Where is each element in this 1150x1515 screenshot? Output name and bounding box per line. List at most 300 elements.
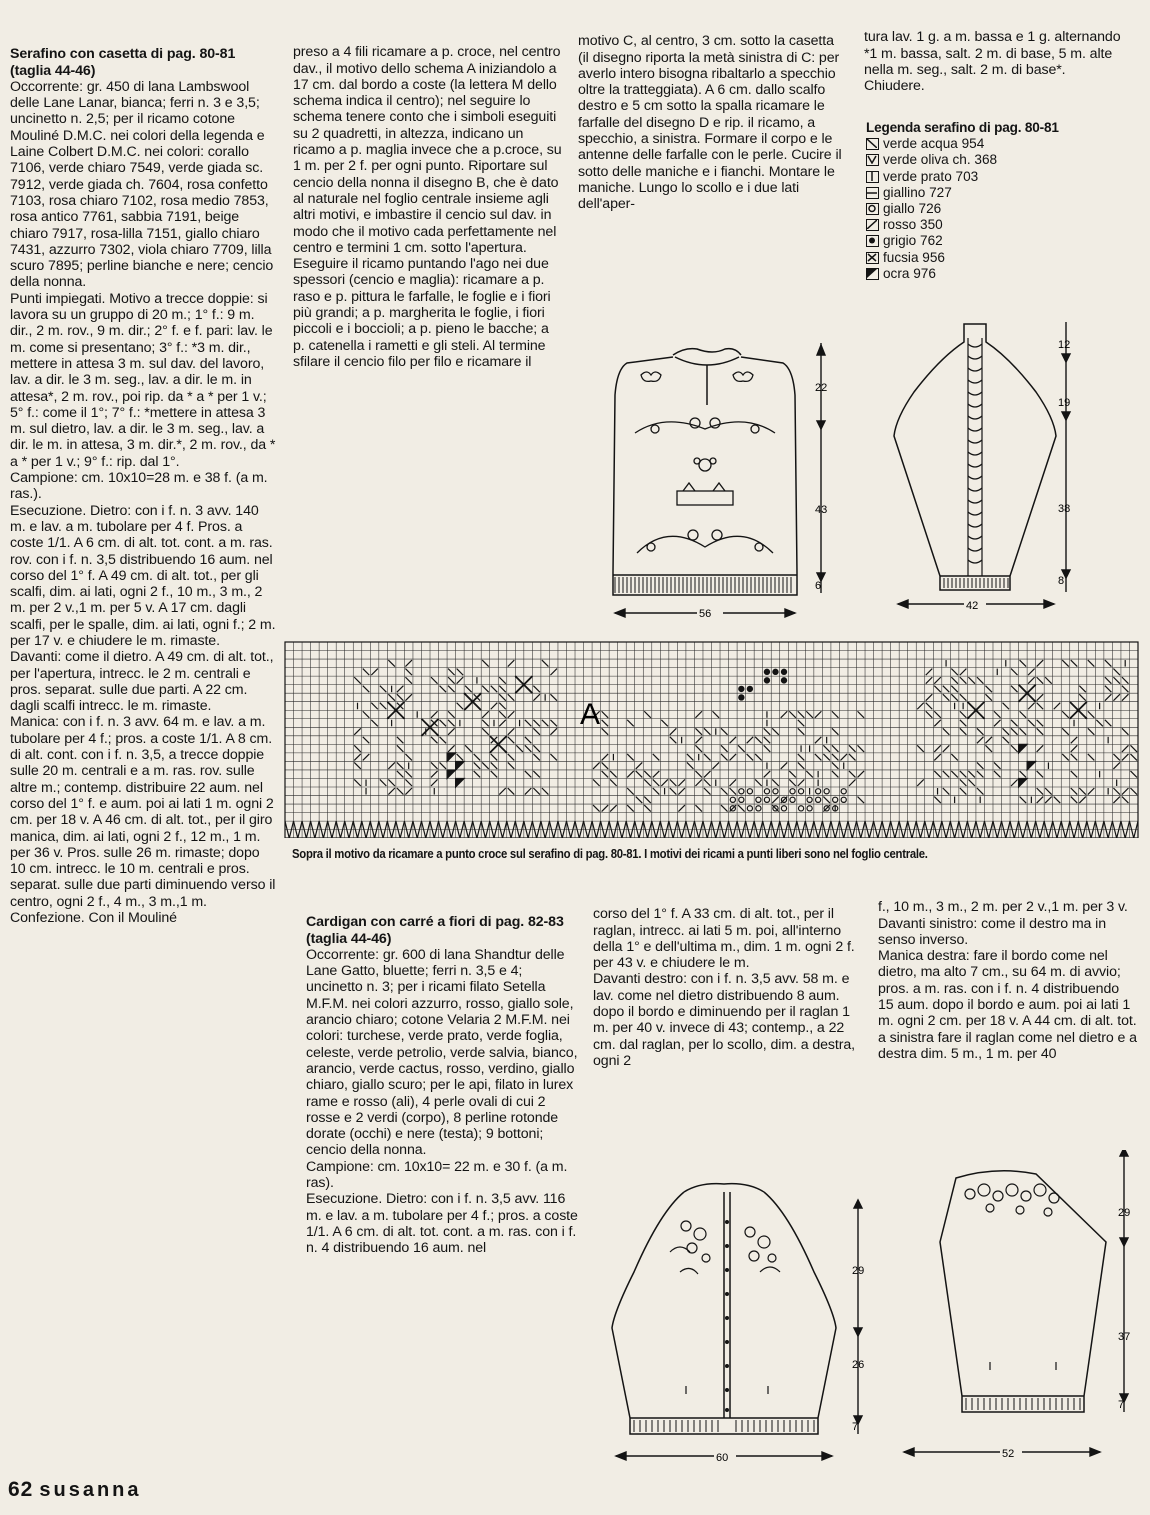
chart-stitch: [388, 788, 395, 795]
chart-stitch: [1122, 788, 1129, 795]
chart-stitch: [687, 762, 694, 769]
chart-stitch: [354, 728, 361, 735]
chart-stitch: [405, 788, 412, 795]
cardigan-dim-3: 7: [852, 1421, 859, 1433]
chart-stitch: [713, 711, 720, 718]
chart-stitch: [849, 745, 856, 752]
chart-stitch: [491, 703, 498, 710]
chart-stitch: [644, 797, 651, 804]
chart-stitch: [815, 737, 822, 744]
chart-stitch: [653, 779, 660, 786]
chart-stitch: [1079, 788, 1086, 795]
chart-circle: [756, 797, 761, 802]
chart-circle: [739, 789, 744, 794]
x-symbol-icon: [866, 252, 879, 264]
chart-circle: [739, 797, 744, 802]
chart-stitch: [1003, 728, 1010, 735]
chart-stitch: [849, 779, 856, 786]
chart-stitch: [397, 737, 404, 744]
chart-stitch: [602, 728, 609, 735]
chart-stitch: [482, 711, 489, 718]
chart-stitch: [388, 694, 395, 701]
chart-stitch: [934, 797, 941, 804]
chart-stitch: [934, 677, 941, 684]
chart-stitch: [1028, 720, 1035, 727]
chart-stitch: [363, 754, 370, 761]
chart-stitch: [968, 677, 975, 684]
chart-stitch: [764, 737, 771, 744]
chart-stitch: [678, 805, 685, 812]
chart-stitch: [943, 728, 950, 735]
chart-stitch: [832, 771, 839, 778]
column-6: [593, 890, 863, 1150]
chart-stitch: [354, 779, 361, 786]
chart-circle: [756, 806, 761, 811]
chart-fill: [447, 753, 456, 762]
chart-stitch: [943, 745, 950, 752]
chart-stitch: [951, 771, 958, 778]
chart-stitch: [644, 779, 651, 786]
chart-caption: Sopra il motivo da ricamare a punto croce sul serafino di pag. 80-81. I motivi dei ricami a punti liberi sono nel foglio centrale.: [292, 847, 928, 861]
chart-stitch: [721, 754, 728, 761]
chart-stitch: [627, 788, 634, 795]
chart-stitch: [371, 720, 378, 727]
chart-circle: [747, 806, 752, 811]
chart-stitch: [1088, 754, 1095, 761]
chart-stitch: [508, 694, 515, 701]
chart-stitch: [457, 677, 464, 684]
vest-schematic: [585, 335, 855, 625]
chart-stitch: [943, 788, 950, 795]
chart-stitch: [1079, 797, 1086, 804]
chart-stitch: [926, 677, 933, 684]
cross-stitch-chart: [284, 628, 1140, 838]
chart-stitch: [695, 711, 702, 718]
chart-stitch: [840, 754, 847, 761]
chart-stitch: [1011, 745, 1018, 752]
legend: [866, 120, 1106, 282]
chart-stitch: [858, 771, 865, 778]
serafino-instructions: Occorrente: gr. 450 di lana Lambswool delle Lane Lanar, bianca; ferri n. 3 e 3,5; uncinetto n. 2,5; per il ricamo cotone Mouliné D.M.C. nei colori della legenda e Laine Colbert D.M.C. nei colori: corallo 7106, verde chiaro 7549, verde giada sc. 7912, verde giada ch. 7604, rosa confetto 7103, rosa chiaro 7102, rosa medio 7853, rosa antico 7761, sabbia 7191, beige chiaro 7917, rosa-lilla 7151, giallo chiaro 7431, azzurro 7302, viola chiaro 7709, lilla scuro 7895; perline bianche e nere; cencio della nonna. Punti impiegati. Motivo a trecce doppie: si lavora su un gruppo di 20 m.; 1° f.: 9 m. dir., 2 m. rov., 9 m. dir.; 2° f. e f. pari: lav. le m. come si presentano; 3° f.: *3 m. dir., mettere in attesa 3 m. sul dav. del lavoro, lav. a dir. le 3 m. seg., lav. a dir. le m. in attesa*, 2 m. rov., poi rip. da * a * per 1 v.; 5° f.: come il 1°; 7° f.: *mettere in attesa 3 m. sul dietro, lav. a dir. le 3 m. seg., lav. a dir. le m. in attesa, 3 m. dir.*, 2 m. rov., da * a * per 1 v.; 9° f.: rip. dal 1°. Campione: cm. 10x10=28 m. e 38 f. (a m. ras.). Esecuzione. Dietro: con i f. n. 3 avv. 140 m. e lav. a m. tubolare per 4 f. Pros. a coste 1/1. A 6 cm. di alt. tot. cont. a m. ras. rov. con i f. n. 3,5 distribuendo 16 aum. nel corso del 1° f. A 49 cm. di alt. tot., per gli scalfi, dim. ai lati, ogni 2 f., 10 m., 3 m., 2 m. per 2 v.,1 m. per 5 v. A 17 cm. dagli scalfi, per le spalle, dim. ai lati, ogni f.; 2 m. per 17 v. e chiudere le m. rimaste. Davanti: come il dietro. A 49 cm. di alt. tot., per l'apertura, intrecc. le 2 m. centrali e pros. separat. sulle due parti. A 22 cm. dagli scalfi intrecc. le m. rimaste. Manica: con i f. n. 3 avv. 64 m. e lav. a m. tubolare per 4 f.; pros. a coste 1/1. A 8 cm. di alt. cont. con i f. n. 3,5, a trecce doppie sulle 20 m. centrali e a m. ras. rov. sulle altre m.; contemp. distribuire 22 aum. nel corso del 1° f. e aum. poi ai lati 1 m. ogni 2 cm. per 18 v. A 46 cm. di alt. tot., per il giro manica, dim. ai lati, ogni 2 f., 12 m., 1 m. per 36 v. Pros. sulle 26 m. rimaste; dopo 10 cm. intrecc. le 10 m. centrali e pros. separat. sulle due parti diminuendo verso il centro, ogni 2 f., 4 m., 3 m.,1 m. Confezione. Con il Mouliné: [10, 78, 276, 927]
chart-stitch: [764, 771, 771, 778]
chart-stitch: [636, 762, 643, 769]
chart-stitch: [431, 677, 438, 684]
chart-stitch: [661, 779, 668, 786]
chart-stitch: [806, 711, 813, 718]
chart-stitch: [1037, 745, 1044, 752]
chart-stitch: [1088, 660, 1095, 667]
chart-stitch: [508, 762, 515, 769]
chart-stitch: [1130, 754, 1137, 761]
chart-stitch: [960, 669, 967, 676]
chart-stitch: [550, 669, 557, 676]
chart-stitch: [730, 754, 737, 761]
chart-stitch: [832, 754, 839, 761]
chart-stitch: [474, 771, 481, 778]
chart-stitch: [960, 677, 967, 684]
chart-stitch: [1113, 669, 1120, 676]
chart-stitch: [482, 686, 489, 693]
chart-stitch: [977, 728, 984, 735]
chart-circle: [764, 789, 769, 794]
chart-stitch: [1062, 754, 1069, 761]
chart-circle: [798, 806, 803, 811]
chart-stitch: [985, 745, 992, 752]
chart-stitch: [1011, 686, 1018, 693]
chart-stitch: [508, 788, 515, 795]
chart-stitch: [397, 762, 404, 769]
chart-stitch: [1037, 660, 1044, 667]
chart-stitch: [1054, 797, 1061, 804]
chart-stitch: [815, 711, 822, 718]
sleeve-schematic-2: [900, 1150, 1140, 1480]
column-2: [293, 28, 563, 640]
chart-stitch: [380, 779, 387, 786]
chart-stitch: [943, 686, 950, 693]
chart-stitch: [960, 694, 967, 701]
chart-stitch: [1028, 677, 1035, 684]
chart-stitch: [951, 677, 958, 684]
column-3: [578, 17, 843, 337]
cardigan-title: Cardigan con carré a fiori di pag. 82-83 (taglia 44-46): [306, 914, 564, 947]
chart-stitch: [1122, 677, 1129, 684]
chart-circle: [841, 789, 846, 794]
chart-stitch: [695, 805, 702, 812]
chart-circle: [807, 797, 812, 802]
chart-stitch: [772, 797, 779, 804]
chart-stitch: [687, 754, 694, 761]
horizontal-line-symbol-icon: [866, 187, 879, 199]
chart-stitch: [653, 771, 660, 778]
chart-stitch: [764, 745, 771, 752]
chart-stitch: [1079, 694, 1086, 701]
dot-symbol-icon: [866, 235, 879, 247]
chart-stitch: [772, 728, 779, 735]
chart-stitch: [610, 771, 617, 778]
chart-stitch: [721, 788, 728, 795]
chart-stitch: [627, 720, 634, 727]
assembly-instructions: motivo C, al centro, 3 cm. sotto la casetta (il disegno riporta la metà sinistra di C: per averlo intero bisogna ribaltarlo a specchio oltre la tratteggiata). A 6 cm. dallo scalfo destro e 5 cm sotto la spalla ricamare le farfalle del disegno D e rip. il ricamo, a specchio, a sinistra. Formare il corpo e le antenne delle farfalle con le perle. Cucire il sotto delle maniche e i fianchi. Montare le maniche. Lungo lo scollo e i due lati dell'aper-: [578, 33, 842, 213]
chart-stitch: [525, 737, 532, 744]
cardigan-dim-width: 60: [716, 1452, 729, 1464]
cardigan-dim-1: 29: [852, 1265, 865, 1277]
chart-stitch: [1062, 728, 1069, 735]
chart-stitch: [977, 771, 984, 778]
chart-stitch: [1071, 660, 1078, 667]
sleeve1-dim-3: 38: [1058, 503, 1071, 515]
chart-stitch: [1105, 677, 1112, 684]
legend-item: grigio 762: [866, 233, 1106, 249]
chart-stitch: [448, 720, 455, 727]
chart-stitch: [1037, 703, 1044, 710]
sleeve-schematic-1: [880, 318, 1140, 618]
chart-stitch: [798, 711, 805, 718]
chart-stitch: [1113, 694, 1120, 701]
chart-stitch: [943, 694, 950, 701]
chart-stitch: [1113, 762, 1120, 769]
chart-stitch: [1037, 788, 1044, 795]
chart-stitch: [1011, 669, 1018, 676]
legend-item: verde oliva ch. 368: [866, 152, 1106, 168]
vertical-line-symbol-icon: [866, 171, 879, 183]
legend-item: verde prato 703: [866, 169, 1106, 185]
chart-stitch: [926, 711, 933, 718]
column-4: [864, 13, 1124, 113]
chart-stitch: [354, 754, 361, 761]
chart-stitch: [934, 686, 941, 693]
chart-stitch: [721, 745, 728, 752]
chart-stitch: [602, 771, 609, 778]
chart-stitch: [499, 686, 506, 693]
chart-stitch: [704, 771, 711, 778]
chart-stitch: [713, 762, 720, 769]
chart-stitch: [363, 669, 370, 676]
chart-stitch: [960, 771, 967, 778]
chart-stitch: [917, 745, 924, 752]
chart-stitch: [354, 745, 361, 752]
chart-stitch: [755, 754, 762, 761]
chart-circle: [824, 789, 829, 794]
chart-stitch: [499, 788, 506, 795]
chart-stitch: [593, 779, 600, 786]
chart-stitch: [1028, 669, 1035, 676]
legend-title: Legenda serafino di pag. 80-81: [866, 120, 1059, 135]
chart-stitch: [440, 686, 447, 693]
chart-stitch: [832, 728, 839, 735]
chart-stitch: [1071, 788, 1078, 795]
chart-stitch: [1113, 797, 1120, 804]
chart-stitch: [440, 737, 447, 744]
chart-stitch: [474, 754, 481, 761]
chart-stitch: [858, 711, 865, 718]
chart-stitch: [730, 779, 737, 786]
chart-stitch: [363, 686, 370, 693]
chart-stitch: [627, 805, 634, 812]
chart-stitch: [431, 737, 438, 744]
chart-stitch: [1011, 779, 1018, 786]
legend-item: ocra 976: [866, 266, 1106, 282]
chart-stitch: [1054, 703, 1061, 710]
chart-stitch: [764, 728, 771, 735]
chart-stitch: [832, 711, 839, 718]
chart-stitch: [448, 728, 455, 735]
cardigan-body-instructions: corso del 1° f. A 33 cm. di alt. tot., per il raglan, intrecc. ai lati 5 m. poi, all'interno della 1° e dell'ultima m., dim. 1 m. ogni 2 f. per 43 v. e chiudere le m. Davanti destro: con i f. n. 3,5 avv. 58 m. e lav. come nel dietro distribuendo 8 aum. dopo il bordo e diminuendo per il raglan 1 m. per 40 v. invece di 43; contemp., a 22 cm. dal raglan, per lo scollo, dim. a destra, ogni 2: [593, 906, 856, 1069]
chart-stitch: [516, 745, 523, 752]
chart-stitch: [533, 788, 540, 795]
chart-stitch: [730, 788, 737, 795]
chart-stitch: [1045, 797, 1052, 804]
chart-stitch: [1113, 677, 1120, 684]
chart-dot: [739, 686, 744, 691]
chart-stitch: [1122, 797, 1129, 804]
chart-stitch: [1045, 677, 1052, 684]
chart-stitch: [457, 703, 464, 710]
chart-stitch: [448, 745, 455, 752]
chart-stitch: [405, 677, 412, 684]
sleeve2-dim-3: 7: [1118, 1399, 1125, 1411]
half-fill-symbol-icon: [866, 268, 879, 280]
chart-circle: [816, 789, 821, 794]
legend-item: giallo 726: [866, 201, 1106, 217]
chart-stitch: [798, 720, 805, 727]
chart-stitch: [926, 669, 933, 676]
chart-stitch: [363, 711, 370, 718]
chart-stitch: [1003, 703, 1010, 710]
chart-circle: [747, 789, 752, 794]
chart-stitch: [858, 797, 865, 804]
chart-stitch: [1088, 728, 1095, 735]
chart-stitch: [491, 754, 498, 761]
embroidery-instructions: preso a 4 fili ricamare a p. croce, nel centro dav., il motivo dello schema A iniziandolo a 17 cm. dal bordo a coste (la lettera M dello schema indica il centro); nel seguire lo schema tenere conto che i simboli eseguiti su 2 quadretti, in altezza, indicano un ricamo a p. maglia invece che a p.croce, su 1 m. per 2 f. per ogni punto. Riportare sul cencio della nonna il disegno B, che è dato al naturale nel foglio centrale insieme agli altri motivi, e imbastire il cencio sul dav. in modo che il motivo cada perfettamente nel centro e termini 1 cm. sotto l'apertura. Eseguire il ricamo puntando l'ago nei due spessori (cencio e maglia): ricamare a p. raso e p. pittura le farfalle, le foglie e i fiori più grandi; a p. margherita le foglie, i fiori piccoli e i boccioli; a p. pieno le bacche; a p. catenella i rametti e gli steli. Al termine sfilare il cencio filo per filo e ricamare il: [293, 44, 562, 370]
chart-dot: [739, 695, 744, 700]
chart-stitch: [678, 779, 685, 786]
chart-stitch: [977, 677, 984, 684]
chart-stitch: [960, 720, 967, 727]
chart-stitch: [977, 762, 984, 769]
chart-stitch: [363, 737, 370, 744]
cardigan-dim-2: 26: [852, 1359, 865, 1371]
chart-stitch: [670, 779, 677, 786]
chart-stitch: [721, 805, 728, 812]
chart-stitch: [644, 711, 651, 718]
chart-dot: [781, 669, 786, 674]
chart-stitch: [968, 779, 975, 786]
chart-stitch: [977, 788, 984, 795]
chart-stitch: [1079, 686, 1086, 693]
chart-stitch: [602, 754, 609, 761]
chart-stitch: [943, 771, 950, 778]
chart-stitch: [482, 762, 489, 769]
chart-stitch: [960, 728, 967, 735]
cardigan-schematic: [600, 1162, 880, 1492]
chart-stitch: [533, 771, 540, 778]
chart-stitch: [798, 728, 805, 735]
chart-stitch: [508, 737, 515, 744]
chart-stitch: [704, 728, 711, 735]
chart-stitch: [721, 728, 728, 735]
chart-circle: [781, 806, 786, 811]
chart-fill: [456, 778, 465, 787]
chart-stitch: [542, 788, 549, 795]
chart-stitch: [994, 771, 1001, 778]
chart-stitch: [533, 720, 540, 727]
chart-stitch: [499, 703, 506, 710]
chart-stitch: [960, 779, 967, 786]
chart-stitch: [1037, 677, 1044, 684]
chart-stitch: [704, 779, 711, 786]
chart-stitch: [951, 686, 958, 693]
chart-stitch: [542, 720, 549, 727]
chart-circle: [833, 797, 838, 802]
chart-stitch: [1037, 771, 1044, 778]
chart-stitch: [781, 711, 788, 718]
chart-circle: [764, 797, 769, 802]
chart-stitch: [747, 737, 754, 744]
chart-stitch: [644, 771, 651, 778]
page-footer: [8, 1478, 142, 1502]
chart-stitch: [670, 788, 677, 795]
chart-stitch: [491, 762, 498, 769]
chart-stitch: [917, 779, 924, 786]
chart-stitch: [832, 762, 839, 769]
chart-stitch: [627, 754, 634, 761]
chart-stitch: [849, 754, 856, 761]
chart-stitch: [448, 669, 455, 676]
chart-stitch: [695, 779, 702, 786]
chart-stitch: [405, 779, 412, 786]
sleeve2-dim-width: 52: [1002, 1448, 1015, 1460]
chart-stitch: [354, 677, 361, 684]
legend-item: verde acqua 954: [866, 136, 1106, 152]
chart-stitch: [508, 728, 515, 735]
chart-circle: [790, 797, 795, 802]
circle-symbol-icon: [866, 203, 879, 215]
chart-fill: [1019, 744, 1028, 753]
chart-stitch: [550, 728, 557, 735]
chart-stitch: [994, 762, 1001, 769]
chart-stitch: [789, 711, 796, 718]
chart-stitch: [1062, 660, 1069, 667]
chart-stitch: [653, 788, 660, 795]
chart-stitch: [951, 669, 958, 676]
diagonal-symbol-icon: [866, 138, 879, 150]
chart-stitch: [482, 720, 489, 727]
chart-stitch: [397, 788, 404, 795]
chart-stitch: [533, 745, 540, 752]
chart-stitch: [926, 694, 933, 701]
chart-stitch: [823, 797, 830, 804]
slash-symbol-icon: [866, 219, 879, 231]
chart-stitch: [405, 754, 412, 761]
chart-stitch: [1122, 745, 1129, 752]
chart-stitch: [533, 728, 540, 735]
chart-stitch: [1020, 728, 1027, 735]
chart-stitch: [798, 762, 805, 769]
chart-stitch: [1105, 694, 1112, 701]
chart-stitch: [533, 694, 540, 701]
legend-item: fucsia 956: [866, 250, 1106, 266]
column-7: [878, 883, 1138, 1143]
chart-stitch: [789, 771, 796, 778]
chart-stitch: [1011, 720, 1018, 727]
legend-item: rosso 350: [866, 217, 1106, 233]
chart-stitch: [994, 720, 1001, 727]
chart-fill: [1019, 778, 1028, 787]
sleeve2-dim-2: 37: [1118, 1331, 1131, 1343]
chart-stitch: [542, 660, 549, 667]
chart-stitch: [695, 737, 702, 744]
chart-stitch: [388, 762, 395, 769]
chart-stitch: [1130, 745, 1137, 752]
chart-stitch: [934, 745, 941, 752]
chart-stitch: [1071, 754, 1078, 761]
chart-stitch: [695, 728, 702, 735]
chart-stitch: [755, 737, 762, 744]
chart-stitch: [985, 737, 992, 744]
column-5: [306, 898, 578, 1470]
chart-stitch: [448, 711, 455, 718]
chart-stitch: [431, 779, 438, 786]
chart-stitch: [951, 754, 958, 761]
chart-stitch: [1122, 728, 1129, 735]
chart-stitch: [550, 754, 557, 761]
chart-stitch: [678, 788, 685, 795]
chart-stitch: [440, 720, 447, 727]
chart-stitch: [695, 771, 702, 778]
chart-stitch: [1071, 745, 1078, 752]
chart-stitch: [934, 771, 941, 778]
chart-stitch: [508, 754, 515, 761]
